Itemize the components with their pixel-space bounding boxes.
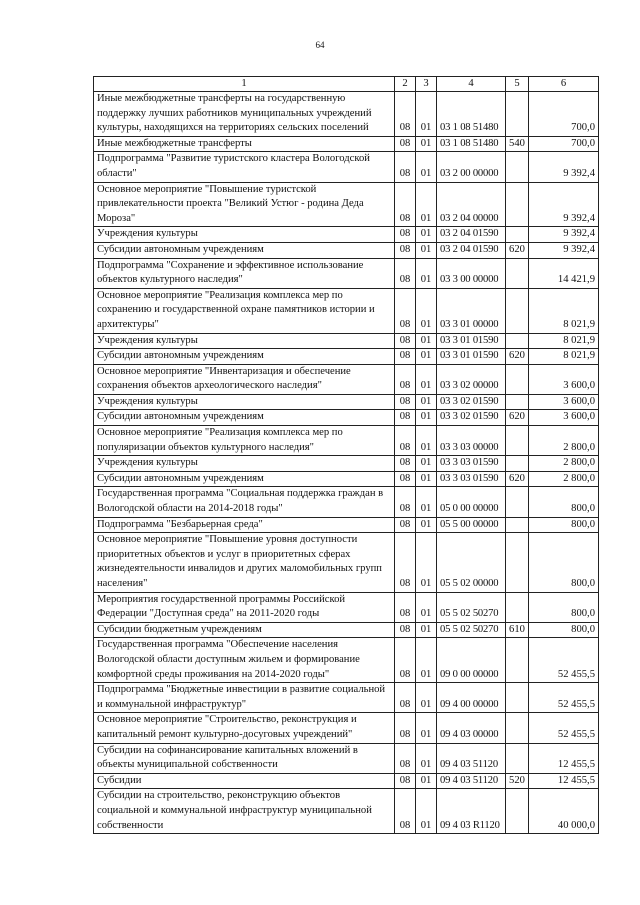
budget-table <box>93 76 599 834</box>
name-cell: Субсидии бюджетным учреждениям <box>94 622 395 638</box>
header-cell: 6 <box>529 77 599 92</box>
section-cell: 08 <box>395 349 416 365</box>
target-article-cell: 05 5 02 00000 <box>437 533 506 592</box>
header-cell: 1 <box>94 77 395 92</box>
amount-cell: 12 455,5 <box>529 773 599 789</box>
subsection-cell: 01 <box>416 364 437 394</box>
table-row <box>94 333 599 349</box>
amount-cell: 9 392,4 <box>529 152 599 182</box>
name-cell: Основное мероприятие "Инвентаризация и обеспечение сохранения объектов археологического наследия" <box>94 364 395 394</box>
section-cell: 08 <box>395 471 416 487</box>
table-row <box>94 182 599 227</box>
table-row <box>94 487 599 517</box>
table-row <box>94 364 599 394</box>
subsection-cell: 01 <box>416 683 437 713</box>
table-row <box>94 394 599 410</box>
amount-cell: 14 421,9 <box>529 258 599 288</box>
target-article-cell: 03 3 02 00000 <box>437 364 506 394</box>
amount-cell: 40 000,0 <box>529 789 599 834</box>
amount-cell: 9 392,4 <box>529 242 599 258</box>
name-cell: Субсидии автономным учреждениям <box>94 242 395 258</box>
subsection-cell: 01 <box>416 182 437 227</box>
target-article-cell: 09 4 03 51120 <box>437 773 506 789</box>
target-article-cell: 09 4 03 51120 <box>437 743 506 773</box>
section-cell: 08 <box>395 789 416 834</box>
name-cell: Основное мероприятие "Строительство, реконструкция и капитальный ремонт культурно-досуговых учреждений" <box>94 713 395 743</box>
target-article-cell: 03 2 04 00000 <box>437 182 506 227</box>
amount-cell: 700,0 <box>529 92 599 137</box>
subsection-cell: 01 <box>416 638 437 683</box>
subsection-cell: 01 <box>416 517 437 533</box>
section-cell: 08 <box>395 743 416 773</box>
expense-type-cell <box>506 517 529 533</box>
section-cell: 08 <box>395 410 416 426</box>
target-article-cell: 03 3 03 01590 <box>437 471 506 487</box>
expense-type-cell: 540 <box>506 136 529 152</box>
name-cell: Подпрограмма "Сохранение и эффективное использование объектов культурного наследия" <box>94 258 395 288</box>
expense-type-cell <box>506 258 529 288</box>
target-article-cell: 03 3 02 01590 <box>437 394 506 410</box>
section-cell: 08 <box>395 182 416 227</box>
target-article-cell: 03 3 01 01590 <box>437 349 506 365</box>
subsection-cell: 01 <box>416 242 437 258</box>
subsection-cell: 01 <box>416 471 437 487</box>
section-cell: 08 <box>395 136 416 152</box>
target-article-cell: 03 3 01 00000 <box>437 288 506 333</box>
section-cell: 08 <box>395 288 416 333</box>
table-row <box>94 517 599 533</box>
subsection-cell: 01 <box>416 349 437 365</box>
amount-cell: 3 600,0 <box>529 364 599 394</box>
target-article-cell: 05 0 00 00000 <box>437 487 506 517</box>
name-cell: Мероприятия государственной программы Российской Федерации "Доступная среда" на 2011-2020 годы <box>94 592 395 622</box>
name-cell: Основное мероприятие "Повышение туристской привлекательности проекта "Великий Устюг - родина Деда Мороза" <box>94 182 395 227</box>
target-article-cell: 05 5 00 00000 <box>437 517 506 533</box>
expense-type-cell <box>506 683 529 713</box>
subsection-cell: 01 <box>416 394 437 410</box>
name-cell: Субсидии автономным учреждениям <box>94 410 395 426</box>
table-row <box>94 533 599 592</box>
table-row <box>94 152 599 182</box>
table-row <box>94 773 599 789</box>
page-number: 64 <box>315 40 325 50</box>
section-cell: 08 <box>395 773 416 789</box>
header-cell: 2 <box>395 77 416 92</box>
amount-cell: 9 392,4 <box>529 227 599 243</box>
section-cell: 08 <box>395 592 416 622</box>
table-row <box>94 227 599 243</box>
subsection-cell: 01 <box>416 456 437 472</box>
expense-type-cell: 620 <box>506 349 529 365</box>
expense-type-cell <box>506 533 529 592</box>
expense-type-cell <box>506 743 529 773</box>
amount-cell: 3 600,0 <box>529 410 599 426</box>
table-row <box>94 136 599 152</box>
subsection-cell: 01 <box>416 227 437 243</box>
table-row <box>94 92 599 137</box>
target-article-cell: 03 1 08 51480 <box>437 92 506 137</box>
name-cell: Иные межбюджетные трансферты <box>94 136 395 152</box>
amount-cell: 52 455,5 <box>529 713 599 743</box>
header-cell: 3 <box>416 77 437 92</box>
section-cell: 08 <box>395 533 416 592</box>
expense-type-cell <box>506 92 529 137</box>
expense-type-cell <box>506 182 529 227</box>
name-cell: Основное мероприятие "Повышение уровня доступности приоритетных объектов и услуг в приоритетных сферах жизнедеятельности инвалидов и других маломобильных групп населения" <box>94 533 395 592</box>
table-row <box>94 288 599 333</box>
section-cell: 08 <box>395 152 416 182</box>
name-cell: Учреждения культуры <box>94 333 395 349</box>
amount-cell: 12 455,5 <box>529 743 599 773</box>
subsection-cell: 01 <box>416 258 437 288</box>
section-cell: 08 <box>395 258 416 288</box>
section-cell: 08 <box>395 487 416 517</box>
table-row <box>94 743 599 773</box>
expense-type-cell <box>506 227 529 243</box>
header-row <box>94 77 599 92</box>
amount-cell: 2 800,0 <box>529 471 599 487</box>
section-cell: 08 <box>395 426 416 456</box>
expense-type-cell <box>506 487 529 517</box>
expense-type-cell <box>506 364 529 394</box>
name-cell: Иные межбюджетные трансферты на государственную поддержку лучших работников муниципальных учреждений культуры, находящихся на территориях сельских поселений <box>94 92 395 137</box>
name-cell: Подпрограмма "Бюджетные инвестиции в развитие социальной и коммунальной инфраструктур" <box>94 683 395 713</box>
target-article-cell: 03 2 04 01590 <box>437 227 506 243</box>
amount-cell: 2 800,0 <box>529 456 599 472</box>
subsection-cell: 01 <box>416 92 437 137</box>
subsection-cell: 01 <box>416 152 437 182</box>
amount-cell: 700,0 <box>529 136 599 152</box>
name-cell: Субсидии на софинансирование капитальных вложений в объекты муниципальной собственности <box>94 743 395 773</box>
table-row <box>94 592 599 622</box>
section-cell: 08 <box>395 683 416 713</box>
expense-type-cell <box>506 152 529 182</box>
table-row <box>94 638 599 683</box>
expense-type-cell: 520 <box>506 773 529 789</box>
name-cell: Субсидии на строительство, реконструкцию объектов социальной и коммунальной инфраструктур муниципальной собственности <box>94 789 395 834</box>
expense-type-cell: 620 <box>506 471 529 487</box>
target-article-cell: 09 0 00 00000 <box>437 638 506 683</box>
expense-type-cell <box>506 456 529 472</box>
subsection-cell: 01 <box>416 533 437 592</box>
section-cell: 08 <box>395 638 416 683</box>
name-cell: Субсидии автономным учреждениям <box>94 349 395 365</box>
subsection-cell: 01 <box>416 592 437 622</box>
subsection-cell: 01 <box>416 410 437 426</box>
target-article-cell: 03 3 01 01590 <box>437 333 506 349</box>
section-cell: 08 <box>395 364 416 394</box>
expense-type-cell: 610 <box>506 622 529 638</box>
amount-cell: 52 455,5 <box>529 638 599 683</box>
target-article-cell: 03 1 08 51480 <box>437 136 506 152</box>
section-cell: 08 <box>395 622 416 638</box>
subsection-cell: 01 <box>416 713 437 743</box>
subsection-cell: 01 <box>416 789 437 834</box>
amount-cell: 8 021,9 <box>529 349 599 365</box>
table-row <box>94 242 599 258</box>
name-cell: Учреждения культуры <box>94 394 395 410</box>
name-cell: Подпрограмма "Развитие туристского кластера Вологодской области" <box>94 152 395 182</box>
section-cell: 08 <box>395 456 416 472</box>
name-cell: Субсидии <box>94 773 395 789</box>
expense-type-cell <box>506 394 529 410</box>
subsection-cell: 01 <box>416 487 437 517</box>
name-cell: Основное мероприятие "Реализация комплекса мер по сохранению и государственной охране памятников истории и архитектуры" <box>94 288 395 333</box>
name-cell: Государственная программа "Обеспечение населения Вологодской области доступным жильем и формирование комфортной среды проживания на 2014-2020 годы" <box>94 638 395 683</box>
name-cell: Учреждения культуры <box>94 227 395 243</box>
expense-type-cell <box>506 713 529 743</box>
amount-cell: 8 021,9 <box>529 333 599 349</box>
amount-cell: 800,0 <box>529 592 599 622</box>
target-article-cell: 05 5 02 50270 <box>437 592 506 622</box>
section-cell: 08 <box>395 333 416 349</box>
table-row <box>94 456 599 472</box>
name-cell: Учреждения культуры <box>94 456 395 472</box>
table-row <box>94 622 599 638</box>
expense-type-cell: 620 <box>506 410 529 426</box>
section-cell: 08 <box>395 92 416 137</box>
header-cell: 4 <box>437 77 506 92</box>
table-row <box>94 410 599 426</box>
amount-cell: 52 455,5 <box>529 683 599 713</box>
subsection-cell: 01 <box>416 622 437 638</box>
table-row <box>94 789 599 834</box>
name-cell: Государственная программа "Социальная поддержка граждан в Вологодской области на 2014-2018 годы" <box>94 487 395 517</box>
subsection-cell: 01 <box>416 743 437 773</box>
target-article-cell: 03 3 03 01590 <box>437 456 506 472</box>
section-cell: 08 <box>395 517 416 533</box>
expense-type-cell <box>506 592 529 622</box>
table-row <box>94 258 599 288</box>
section-cell: 08 <box>395 227 416 243</box>
table-row <box>94 349 599 365</box>
target-article-cell: 03 3 00 00000 <box>437 258 506 288</box>
target-article-cell: 09 4 00 00000 <box>437 683 506 713</box>
name-cell: Основное мероприятие "Реализация комплекса мер по популяризации объектов культурного наследия" <box>94 426 395 456</box>
target-article-cell: 03 2 04 01590 <box>437 242 506 258</box>
table-row <box>94 471 599 487</box>
expense-type-cell <box>506 426 529 456</box>
header-cell: 5 <box>506 77 529 92</box>
section-cell: 08 <box>395 242 416 258</box>
subsection-cell: 01 <box>416 426 437 456</box>
name-cell: Подпрограмма "Безбарьерная среда" <box>94 517 395 533</box>
amount-cell: 9 392,4 <box>529 182 599 227</box>
target-article-cell: 09 4 03 R1120 <box>437 789 506 834</box>
amount-cell: 800,0 <box>529 622 599 638</box>
amount-cell: 800,0 <box>529 517 599 533</box>
table-row <box>94 683 599 713</box>
subsection-cell: 01 <box>416 333 437 349</box>
section-cell: 08 <box>395 713 416 743</box>
expense-type-cell <box>506 333 529 349</box>
target-article-cell: 03 3 03 00000 <box>437 426 506 456</box>
amount-cell: 2 800,0 <box>529 426 599 456</box>
expense-type-cell: 620 <box>506 242 529 258</box>
table-row <box>94 426 599 456</box>
subsection-cell: 01 <box>416 288 437 333</box>
amount-cell: 800,0 <box>529 533 599 592</box>
subsection-cell: 01 <box>416 136 437 152</box>
target-article-cell: 03 3 02 01590 <box>437 410 506 426</box>
name-cell: Субсидии автономным учреждениям <box>94 471 395 487</box>
amount-cell: 3 600,0 <box>529 394 599 410</box>
table-row <box>94 713 599 743</box>
expense-type-cell <box>506 288 529 333</box>
amount-cell: 8 021,9 <box>529 288 599 333</box>
subsection-cell: 01 <box>416 773 437 789</box>
section-cell: 08 <box>395 394 416 410</box>
target-article-cell: 09 4 03 00000 <box>437 713 506 743</box>
target-article-cell: 03 2 00 00000 <box>437 152 506 182</box>
target-article-cell: 05 5 02 50270 <box>437 622 506 638</box>
expense-type-cell <box>506 638 529 683</box>
expense-type-cell <box>506 789 529 834</box>
amount-cell: 800,0 <box>529 487 599 517</box>
